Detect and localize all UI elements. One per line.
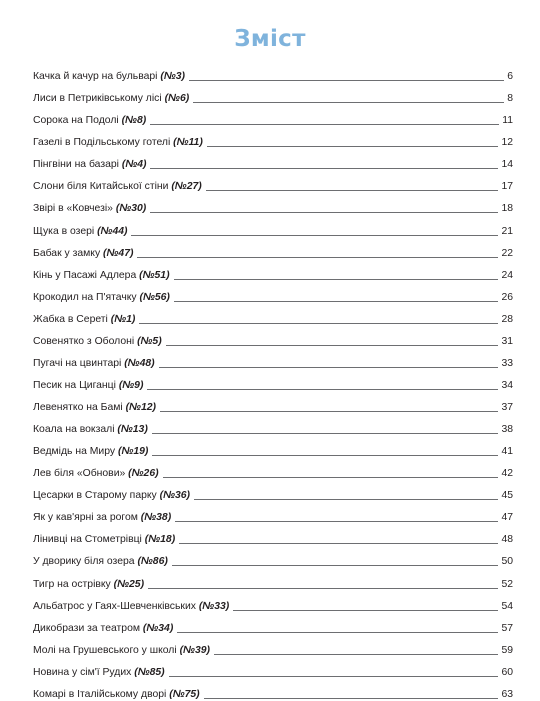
toc-page-number: 54: [501, 600, 513, 612]
toc-page-number: 8: [507, 93, 513, 105]
toc-entry-title: Альбатрос у Гаях-Шевченківських: [33, 600, 196, 612]
toc-page-number: 50: [501, 556, 513, 568]
toc-leader-line: [206, 190, 499, 191]
toc-entry-title: Коала на вокзалі: [33, 424, 115, 436]
toc-entry-label: [33, 600, 229, 613]
toc-entry-number: (№33): [198, 600, 230, 612]
toc-entry[interactable]: [33, 304, 513, 326]
toc-entry[interactable]: [33, 524, 513, 546]
toc-leader-line: [139, 323, 498, 324]
toc-entry-title: Комарі в Італійському дворі: [33, 688, 167, 700]
toc-entry-title: Газелі в Подільському готелі: [33, 137, 171, 149]
toc-page-number: 11: [502, 115, 513, 127]
toc-entry[interactable]: [33, 679, 513, 701]
toc-entry[interactable]: [33, 458, 513, 480]
toc-page-number: 34: [501, 379, 513, 391]
toc-entry-number: (№51): [139, 269, 170, 281]
toc-entry-number: (№3): [160, 71, 185, 83]
page-title: Зміст: [234, 26, 306, 52]
toc-leader-line: [175, 521, 498, 522]
toc-entry-label: [33, 335, 162, 348]
toc-entry-number: (№86): [137, 556, 168, 568]
toc-entry-number: (№8): [121, 115, 147, 127]
toc-leader-line: [233, 610, 498, 611]
toc-entry-label: [33, 511, 171, 524]
toc-entry-title: Щука в озері: [33, 225, 95, 237]
toc-entry[interactable]: [33, 436, 513, 458]
toc-entry-title: У дворику біля озера: [33, 556, 135, 568]
toc-leader-line: [214, 654, 498, 655]
toc-page-number: 47: [501, 512, 513, 524]
toc-leader-line: [174, 301, 499, 302]
toc-entry-title: Цесарки в Старому парку: [33, 490, 157, 502]
toc-page-number: 48: [501, 534, 513, 546]
toc-entry-number: (№85): [134, 666, 165, 678]
toc-entry-label: [33, 423, 148, 436]
toc-entry[interactable]: [33, 171, 513, 193]
toc-entry-number: (№44): [97, 225, 128, 237]
toc-entry-number: (№27): [171, 181, 202, 193]
toc-entry-title: Лиси в Петриківському лісі: [33, 93, 162, 105]
toc-entry-number: (№47): [103, 247, 134, 259]
toc-entry-number: (№26): [128, 468, 159, 480]
toc-page-number: 42: [501, 468, 513, 480]
toc-entry-label: [33, 158, 146, 171]
toc-entry-title: Левенятко на Бамі: [33, 402, 123, 413]
toc-page-number: 57: [501, 622, 513, 634]
toc-entry-number: (№39): [179, 644, 210, 656]
toc-leader-line: [207, 146, 499, 147]
toc-entry-title: Слони біля Китайської стіни: [33, 181, 169, 193]
toc-leader-line: [193, 102, 504, 103]
toc-leader-line: [189, 80, 504, 81]
toc-entry-number: (№19): [117, 446, 149, 458]
toc-entry-title: Дикобрази за театром: [33, 622, 140, 634]
toc-entry-label: [33, 92, 189, 105]
toc-entry-title: Звірі в «Ковчезі»: [33, 203, 113, 215]
toc-leader-line: [131, 235, 498, 236]
toc-entry-label: [33, 688, 200, 701]
toc-entry-label: [33, 180, 202, 193]
toc-entry-number: (№4): [121, 159, 147, 171]
toc-leader-line: [147, 389, 498, 390]
toc-entry-title: Новина у сім'ї Рудих: [33, 666, 132, 678]
toc-entry[interactable]: [33, 193, 513, 215]
toc-entry-number: (№9): [118, 379, 144, 391]
toc-entry-title: Бабак у замку: [33, 247, 101, 259]
toc-entry-label: [33, 269, 170, 282]
toc-entry-label: [33, 202, 146, 215]
toc-entry-number: (№12): [125, 402, 156, 413]
toc-entry[interactable]: [33, 215, 513, 237]
toc-leader-line: [152, 455, 498, 456]
toc-leader-line: [163, 477, 499, 478]
toc-leader-line: [177, 632, 498, 633]
toc-page-number: 12: [501, 137, 513, 149]
toc-page-number: 31: [501, 335, 513, 347]
toc-entry-number: (№11): [173, 137, 203, 149]
toc-entry[interactable]: [33, 480, 513, 502]
toc-page-number: 21: [501, 225, 513, 237]
toc-entry-label: [33, 666, 165, 679]
toc-leader-line: [160, 411, 498, 412]
toc-entry[interactable]: [33, 392, 513, 414]
toc-entry-title: Тигр на острівку: [33, 578, 111, 590]
toc-entry-label: [33, 114, 146, 127]
toc-entry[interactable]: [33, 348, 513, 370]
toc-entry-label: [33, 247, 133, 260]
toc-page-number: 63: [501, 688, 513, 700]
toc-leader-line: [169, 676, 499, 677]
toc-leader-line: [174, 279, 499, 280]
toc-entry[interactable]: [33, 568, 513, 590]
toc-page-number: 60: [501, 666, 513, 678]
toc-entry-title: Як у кав'ярні за рогом: [33, 512, 138, 524]
toc-entry[interactable]: [33, 635, 513, 657]
toc-leader-line: [194, 499, 498, 500]
toc-leader-line: [166, 345, 499, 346]
toc-leader-line: [148, 588, 498, 589]
toc-page-number: 33: [501, 357, 513, 369]
toc-entry-label: [33, 445, 148, 458]
toc-page-number: 52: [501, 578, 513, 590]
toc-entry-number: (№18): [144, 534, 176, 546]
toc-leader-line: [137, 257, 498, 258]
toc-page-number: 22: [501, 247, 513, 259]
toc-entry-title: Пугачі на цвинтарі: [33, 357, 122, 369]
table-of-contents: [33, 61, 513, 701]
toc-entry-label: [33, 379, 143, 392]
toc-entry[interactable]: [33, 591, 513, 613]
toc-entry-label: [33, 467, 159, 480]
toc-entry[interactable]: [33, 149, 513, 171]
toc-entry-label: [33, 136, 203, 149]
toc-page-number: 6: [507, 71, 513, 83]
toc-entry-label: [33, 489, 190, 502]
toc-entry-number: (№75): [169, 688, 200, 700]
toc-entry-number: (№56): [139, 291, 170, 303]
toc-entry-title: Совенятко з Оболоні: [33, 335, 135, 347]
toc-page-number: 17: [501, 181, 513, 193]
toc-page-number: 37: [501, 402, 513, 413]
toc-entry[interactable]: [33, 546, 513, 568]
toc-entry[interactable]: [33, 657, 513, 679]
toc-leader-line: [150, 168, 498, 169]
toc-entry-title: Молі на Грушевського у школі: [33, 644, 177, 656]
toc-leader-line: [179, 543, 498, 544]
toc-leader-line: [152, 433, 499, 434]
toc-page-number: 59: [501, 644, 513, 656]
toc-entry-number: (№25): [113, 578, 145, 590]
toc-entry-title: Сорока на Подолі: [33, 115, 119, 127]
toc-leader-line: [172, 565, 499, 566]
toc-entry-number: (№5): [137, 335, 162, 347]
toc-entry[interactable]: [33, 61, 513, 83]
toc-entry[interactable]: [33, 83, 513, 105]
toc-page-number: 14: [501, 159, 513, 171]
toc-entry-number: (№30): [115, 203, 147, 215]
toc-page-number: 24: [501, 269, 513, 281]
toc-entry-label: [33, 313, 135, 326]
toc-entry-title: Пінгвіни на базарі: [33, 159, 119, 171]
toc-page-number: 28: [501, 313, 513, 325]
toc-page-number: 38: [501, 424, 513, 436]
toc-entry-number: (№36): [159, 490, 191, 502]
toc-entry-title: Жабка в Сереті: [33, 313, 108, 325]
toc-entry-title: Кінь у Пасажі Адлера: [33, 269, 137, 281]
toc-entry-number: (№38): [140, 512, 172, 524]
toc-entry-number: (№48): [124, 357, 155, 369]
toc-page-number: 41: [501, 446, 513, 458]
toc-entry-title: Ведмідь на Миру: [33, 446, 116, 458]
toc-entry-label: [33, 70, 185, 83]
toc-entry-title: Крокодил на П'ятачку: [33, 291, 137, 303]
toc-entry-label: [33, 225, 127, 238]
toc-entry[interactable]: [33, 414, 513, 436]
toc-entry[interactable]: [33, 260, 513, 282]
toc-page-number: 26: [501, 291, 513, 303]
toc-entry[interactable]: [33, 282, 513, 304]
toc-entry-title: Лінивці на Стометрівці: [33, 534, 142, 546]
toc-page-number: 45: [501, 490, 513, 502]
toc-entry-label: [33, 622, 173, 635]
toc-leader-line: [159, 367, 499, 368]
toc-leader-line: [150, 212, 498, 213]
toc-entry-number: (№13): [117, 424, 148, 436]
toc-entry-number: (№34): [142, 622, 174, 634]
toc-entry[interactable]: [33, 370, 513, 392]
toc-entry-title: Качка й качур на бульварі: [33, 71, 158, 83]
toc-entry-label: [33, 357, 155, 370]
toc-leader-line: [150, 124, 499, 125]
toc-entry[interactable]: [33, 127, 513, 149]
toc-entry[interactable]: [33, 238, 513, 260]
toc-entry[interactable]: [33, 105, 513, 127]
toc-entry-number: (№6): [164, 93, 190, 105]
toc-entry-number: (№1): [110, 313, 136, 325]
toc-entry[interactable]: [33, 613, 513, 635]
toc-entry-label: [33, 578, 144, 591]
toc-entry-title: Песик на Циганці: [33, 379, 116, 391]
toc-entry-label: [33, 644, 210, 657]
toc-entry[interactable]: [33, 502, 513, 524]
toc-page-number: 18: [501, 203, 513, 215]
toc-entry-label: [33, 401, 156, 414]
toc-entry-label: [33, 291, 170, 304]
toc-entry-label: [33, 555, 168, 568]
toc-entry[interactable]: [33, 326, 513, 348]
toc-leader-line: [204, 698, 499, 699]
toc-entry-title: Лев біля «Обнови»: [33, 468, 126, 480]
